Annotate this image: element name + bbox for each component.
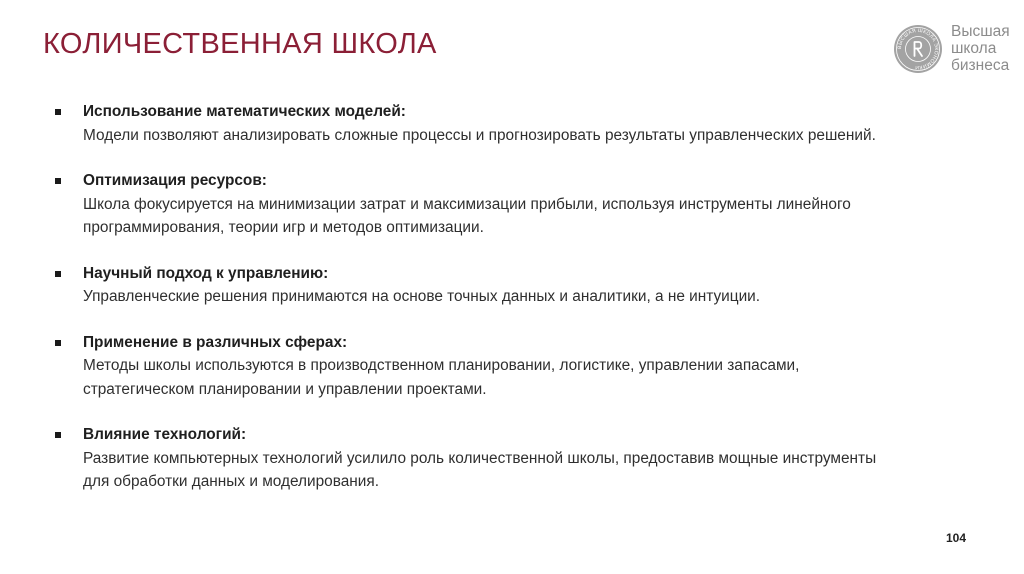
hse-business-school-logo (890, 22, 1020, 78)
item-title: Влияние технологий: (83, 426, 247, 443)
logo-line-1: Высшая (951, 23, 1010, 40)
item-title: Научный подход к управлению: (83, 264, 329, 282)
item-text: Управленческие решения принимаются на основе точных данных и аналитики, а не интуиции. (83, 288, 761, 305)
logo-text (951, 23, 1010, 74)
bullet-square-icon (55, 109, 61, 115)
list-item (52, 262, 932, 309)
item-title: Оптимизация ресурсов: (83, 172, 267, 189)
page-number: 104 (946, 531, 967, 545)
list-item (52, 169, 932, 240)
bullet-square-icon (55, 271, 61, 277)
hse-seal-icon (893, 24, 943, 74)
item-text: Школа фокусируется на минимизации затрат и максимизации прибыли, используя инструменты линейного программирования, теории игр и методов оптимизации. (83, 195, 851, 236)
item-title: Использование математических моделей: (83, 103, 406, 120)
slide-title: КОЛИЧЕСТВЕННАЯ ШКОЛА (43, 28, 437, 60)
item-text: Методы школы используются в производственном планировании, логистике, управлении запасами, стратегическом планировании и управлении проектами. (83, 357, 800, 398)
bullet-square-icon (55, 178, 61, 184)
list-item (52, 331, 932, 402)
logo-line-3: бизнеса (951, 57, 1010, 74)
logo-line-2: школа (951, 40, 997, 57)
bullet-square-icon (55, 340, 61, 346)
list-item (52, 100, 932, 147)
item-text: Развитие компьютерных технологий усилило роль количественной школы, предоставив мощные инструменты для обработки данных и моделирования. (83, 449, 877, 490)
item-text: Модели позволяют анализировать сложные процессы и прогнозировать результаты управленческих решений. (83, 126, 876, 144)
bullet-square-icon (55, 432, 61, 438)
list-item (52, 423, 932, 494)
item-title: Применение в различных сферах: (83, 333, 348, 351)
bullet-list (52, 100, 932, 516)
seal-text: ВЫСШАЯ ШКОЛА ЭКОНОМИКИ (896, 27, 940, 71)
